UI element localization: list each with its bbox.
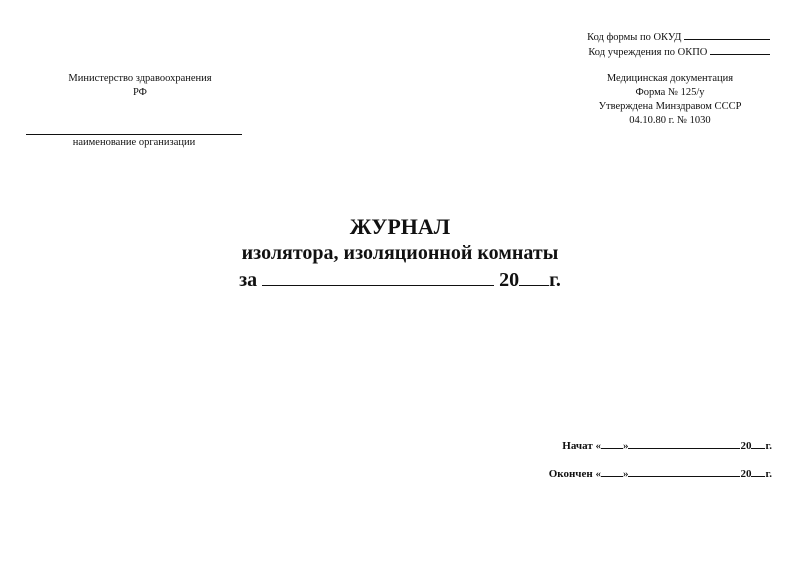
- period-year-suffix: г.: [549, 269, 561, 291]
- ended-close-quote: »: [622, 468, 629, 480]
- meddoc-line-1: Медицинская документация: [606, 73, 734, 84]
- started-close-quote: »: [622, 440, 629, 452]
- started-year-blank[interactable]: [751, 447, 765, 449]
- okpo-label: Код учреждения по ОКПО: [588, 47, 708, 58]
- journal-subtitle: изолятора, изоляционной комнаты: [241, 242, 559, 264]
- started-label: Начат «: [562, 440, 601, 452]
- meddoc-line-2: Форма № 125/у: [635, 87, 705, 98]
- ministry-line-1: Министерство здравоохранения: [68, 73, 212, 84]
- period-blank-line[interactable]: [262, 284, 494, 286]
- ministry-block: [30, 72, 250, 100]
- period-for-word: за: [239, 269, 258, 291]
- meddoc-line-4: 04.10.80 г. № 1030: [629, 115, 711, 126]
- started-month-blank[interactable]: [628, 447, 740, 449]
- period-year-prefix: 20: [499, 269, 520, 291]
- ended-year-prefix: 20: [740, 468, 752, 480]
- started-year-suffix: г.: [765, 440, 772, 452]
- okud-value-line[interactable]: [684, 30, 770, 40]
- organization-name-line[interactable]: [26, 134, 242, 135]
- journal-title: ЖУРНАЛ: [349, 214, 451, 239]
- ended-month-blank[interactable]: [628, 475, 740, 477]
- ended-year-blank[interactable]: [751, 475, 765, 477]
- journal-title-block: [0, 214, 800, 294]
- journal-period-row: [0, 266, 800, 294]
- ministry-line-2: РФ: [133, 87, 147, 98]
- okpo-code-row: [510, 45, 770, 60]
- ended-year-suffix: г.: [765, 468, 772, 480]
- ended-date-row: [549, 468, 772, 480]
- started-day-blank[interactable]: [601, 447, 623, 449]
- medical-documentation-block: [560, 72, 780, 128]
- ended-label: Окончен «: [548, 468, 601, 480]
- period-year-blank[interactable]: [519, 284, 549, 286]
- started-date-row: [562, 440, 772, 452]
- form-codes: [510, 30, 770, 60]
- okud-label: Код формы по ОКУД: [587, 32, 682, 43]
- meddoc-line-3: Утверждена Минздравом СССР: [598, 101, 742, 112]
- ended-day-blank[interactable]: [601, 475, 623, 477]
- okud-code-row: [510, 30, 770, 45]
- started-year-prefix: 20: [740, 440, 752, 452]
- organization-caption: наименование организации: [72, 137, 196, 148]
- okpo-value-line[interactable]: [710, 45, 770, 55]
